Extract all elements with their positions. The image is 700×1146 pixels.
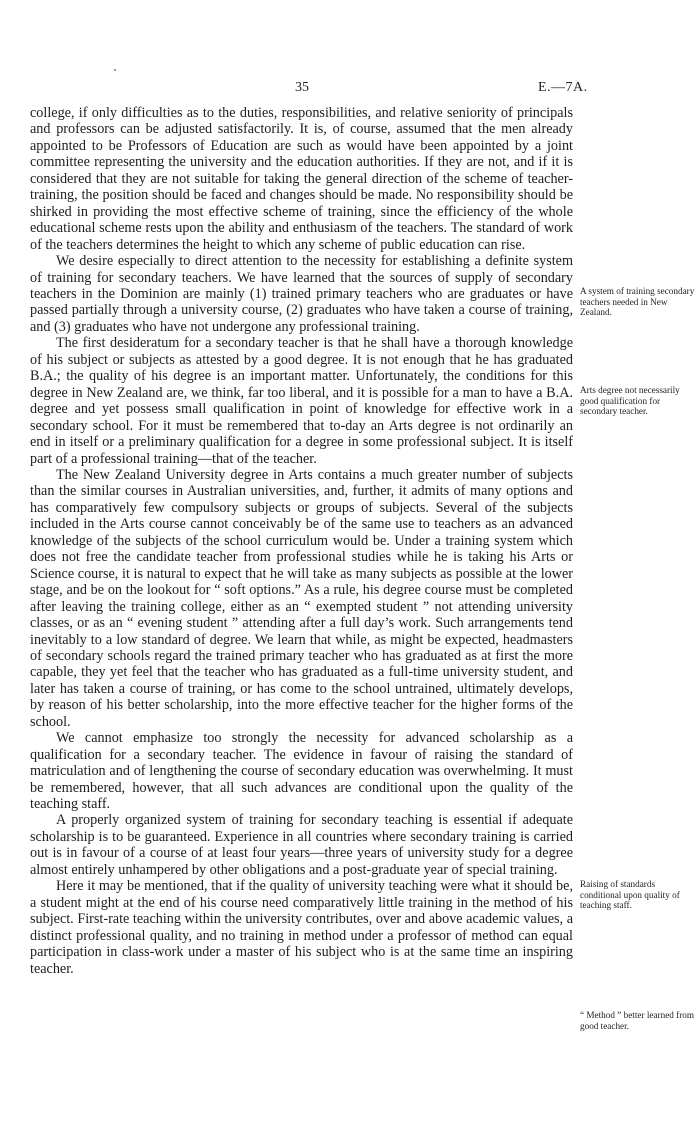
paragraph: A properly organized system of training for secondary teaching is essential if adequate scholarship is to be guaranteed. Experience in all countries where secondary training is carried out is in favour of a course of at least four years—three years of university study for a degree almost entirely unhampered by other obligations and a post-graduate year of special training. — [30, 812, 573, 878]
stray-mark — [114, 69, 116, 71]
document-reference: E.—7A. — [538, 80, 588, 95]
body-text — [30, 105, 573, 977]
paragraph: We desire especially to direct attention to the necessity for establishing a definite system of training for secondary teachers. We have learned that the sources of supply of secondary teachers in the Dominion are mainly (1) trained primary teachers who are graduates or have passed partially through a university course, (2) graduates who have taken a course of training, and (3) graduates who have not undergone any professional training. — [30, 253, 573, 335]
sidenote: Raising of standards conditional upon quality of teaching staff. — [580, 879, 680, 911]
sidenote: A system of training secondary teachers needed in New Zealand. — [580, 286, 695, 318]
sidenote: “ Method ” better learned from good teacher. — [580, 1010, 695, 1031]
paragraph: The New Zealand University degree in Arts contains a much greater number of subjects than the similar courses in Australian universities, and, further, it admits of many options and has comparatively few compulsory subjects or groups of subjects. Several of the subjects included in the Arts course cannot conceivably be of the same use to teachers as an advanced knowledge of the subjects of the school curriculum would be. Under a training system which does not free the candidate teacher from professional studies while he is taking his Arts or Science course, it is natural to expect that he will take as many subjects as possible at the lower stage, and be on the lookout for “ soft options.” As a rule, his degree course must be completed after leaving the training college, either as an “ exempted student ” not attending university classes, or as an “ evening student ” attending after a full day’s work. Such arrangements tend inevitably to a low standard of degree. We learn that while, as might be expected, headmasters of secondary schools regard the trained primary teacher who has graduated as at first the more capable, they yet feel that the teacher who has graduated as a full-time university student, and later has taken a course of training, or has come to the school untrained, ultimately develops, by reason of his better scholarship, into the more effective teacher for the higher forms of the school. — [30, 466, 573, 730]
paragraph: Here it may be mentioned, that if the quality of university teaching were what it should be, a student might at the end of his course need comparatively little training in the method of his subject. First-rate teaching within the university contributes, over and above academic values, a distinct professional quality, and no training in method under a professor of method can equal participation in class-work under a master of his subject who is at the same time an inspiring teacher. — [30, 878, 573, 977]
sidenote: Arts degree not necessarily good qualification for secondary teacher. — [580, 385, 680, 417]
paragraph: The first desideratum for a secondary teacher is that he shall have a thorough knowledge of his subject or subjects as attested by a good degree. It is not enough that he has graduated B.A.; the quality of his degree is an important matter. Unfortunately, the conditions for this degree in New Zealand are, we think, far too liberal, and it is possible for a man to have a B.A. degree and yet possess small qualification in point of knowledge for effective work in a secondary school. For it must be remembered that to-day an Arts degree is not ordinarily an end in itself or a preliminary qualification for a degree in some professional subject. It is itself part of a professional training—that of the teacher. — [30, 335, 573, 467]
page-number: 35 — [295, 80, 309, 95]
paragraph: We cannot emphasize too strongly the necessity for advanced scholarship as a qualification for a secondary teacher. The evidence in favour of raising the standard of matriculation and of lengthening the course of secondary education was overwhelming. It must be remembered, however, that all such advances are conditional upon the quality of the teaching staff. — [30, 730, 573, 813]
paragraph: college, if only difficulties as to the duties, responsibilities, and relative seniority of principals and professors can be adjusted satisfactorily. It is, of course, assumed that the men already appointed to be Professors of Education are such as would have been appointed by a joint committee representing the university and the education authorities. If they are not, and if it is considered that they are not suitable for taking the general direction of the scheme of teacher-training, the position should be faced and changes should be made. No responsibility should be shirked in providing the most effective scheme of training, since the efficiency of the whole educational scheme rests upon the ability and enthusiasm of the teachers. The standard of work of the teachers determines the height to which any scheme of public education can rise. — [30, 105, 573, 253]
